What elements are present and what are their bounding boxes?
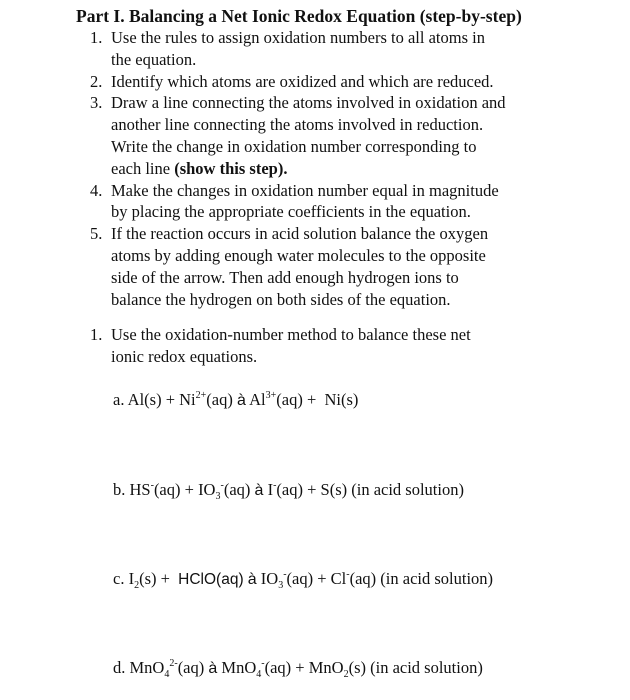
- charge: -: [150, 479, 154, 491]
- charge: 2-: [169, 657, 178, 669]
- reactant-tail: (aq): [223, 480, 251, 499]
- subscript: 2: [343, 669, 349, 681]
- reactant-tail: (aq): [177, 658, 205, 677]
- step-number: 5.: [90, 224, 103, 244]
- step-item: [90, 71, 560, 93]
- charge: -: [273, 479, 277, 491]
- step-line: another line connecting the atoms involved in reduction.: [111, 115, 484, 135]
- product: IO: [260, 569, 279, 588]
- charge: -: [283, 568, 287, 580]
- question-block: [90, 324, 560, 368]
- product: I: [267, 480, 274, 499]
- product-tail: (s) (in acid solution): [348, 658, 483, 677]
- step-item: [90, 92, 560, 179]
- steps-list: [90, 27, 560, 310]
- equation-label: b.: [113, 480, 126, 499]
- product: Ni(s): [324, 390, 359, 409]
- reaction-arrow: à: [254, 482, 264, 499]
- subscript: 3: [278, 580, 284, 592]
- step-item: [90, 180, 560, 224]
- reaction-arrow: à: [236, 392, 246, 409]
- step-line: If the reaction occurs in acid solution balance the oxygen: [111, 224, 489, 244]
- step-number: 3.: [90, 93, 103, 113]
- equation-d: [113, 657, 483, 680]
- step-line: [111, 158, 560, 180]
- page-title: Part I. Balancing a Net Ionic Redox Equation (step-by-step): [76, 6, 522, 26]
- question-line: ionic redox equations.: [111, 346, 258, 366]
- subscript: 3: [215, 491, 221, 503]
- step-line: Use the rules to assign oxidation numbers to all atoms in: [111, 28, 485, 47]
- reactant: MnO: [129, 658, 165, 677]
- subscript: 2: [134, 580, 140, 592]
- question-text: [90, 324, 560, 368]
- charge: 3+: [265, 389, 277, 401]
- step-line: Make the changes in oxidation number equal in magnitude: [111, 180, 499, 200]
- step-line: Draw a line connecting the atoms involved in oxidation and: [111, 93, 506, 113]
- step-number: 1.: [90, 28, 103, 47]
- step-number: 4.: [90, 180, 103, 200]
- step-number: 2.: [90, 71, 103, 91]
- subscript: 4: [256, 669, 262, 681]
- equation-label: a.: [113, 390, 125, 409]
- step-line: atoms by adding enough water molecules to the opposite: [111, 245, 486, 265]
- product: MnO: [221, 658, 257, 677]
- reactant: I: [128, 569, 135, 588]
- step-line: the equation.: [111, 49, 197, 69]
- product-tail: (aq) +: [286, 569, 327, 588]
- reactant-tail: (aq) +: [153, 480, 194, 499]
- question-line: Use the oxidation-number method to balance these net: [111, 325, 471, 344]
- reactant: HClO(aq): [178, 571, 244, 588]
- step-item: [90, 223, 560, 310]
- equation-b: [113, 479, 464, 502]
- equation-label: d.: [113, 658, 126, 677]
- charge: 2+: [195, 389, 207, 401]
- reactant: Al(s) + Ni: [127, 390, 196, 409]
- product-tail: (aq) + S(s) (in acid solution): [276, 480, 464, 499]
- product-tail: (aq) +: [264, 658, 305, 677]
- reaction-arrow: à: [247, 571, 257, 588]
- product-tail: (aq) +: [276, 390, 317, 409]
- reactant-tail: (s) +: [139, 569, 170, 588]
- product: MnO: [308, 658, 344, 677]
- reactant: IO: [198, 480, 216, 499]
- question-number: 1.: [90, 325, 103, 344]
- subscript: 4: [164, 669, 170, 681]
- product: Cl: [330, 569, 347, 588]
- reactant-tail: (aq): [206, 390, 233, 409]
- step-emphasis: (show this step).: [174, 158, 288, 178]
- step-line-text: each line: [111, 158, 175, 178]
- step-line: side of the arrow. Then add enough hydrogen ions to: [111, 267, 459, 287]
- reactant: HS: [129, 480, 151, 499]
- equation-c: [113, 568, 493, 591]
- product-tail: (aq) (in acid solution): [349, 569, 494, 588]
- equation-a: [113, 389, 358, 412]
- step-line: balance the hydrogen on both sides of the equation.: [111, 289, 451, 309]
- step-line: Write the change in oxidation number corresponding to: [111, 136, 477, 156]
- charge: -: [346, 568, 350, 580]
- charge: -: [220, 479, 224, 491]
- reaction-arrow: à: [208, 660, 218, 677]
- product: Al: [249, 390, 266, 409]
- charge: -: [261, 657, 265, 669]
- step-item: [90, 27, 560, 71]
- step-line: by placing the appropriate coefficients in the equation.: [111, 202, 471, 222]
- equation-label: c.: [113, 569, 125, 588]
- step-line: Identify which atoms are oxidized and which are reduced.: [111, 71, 494, 91]
